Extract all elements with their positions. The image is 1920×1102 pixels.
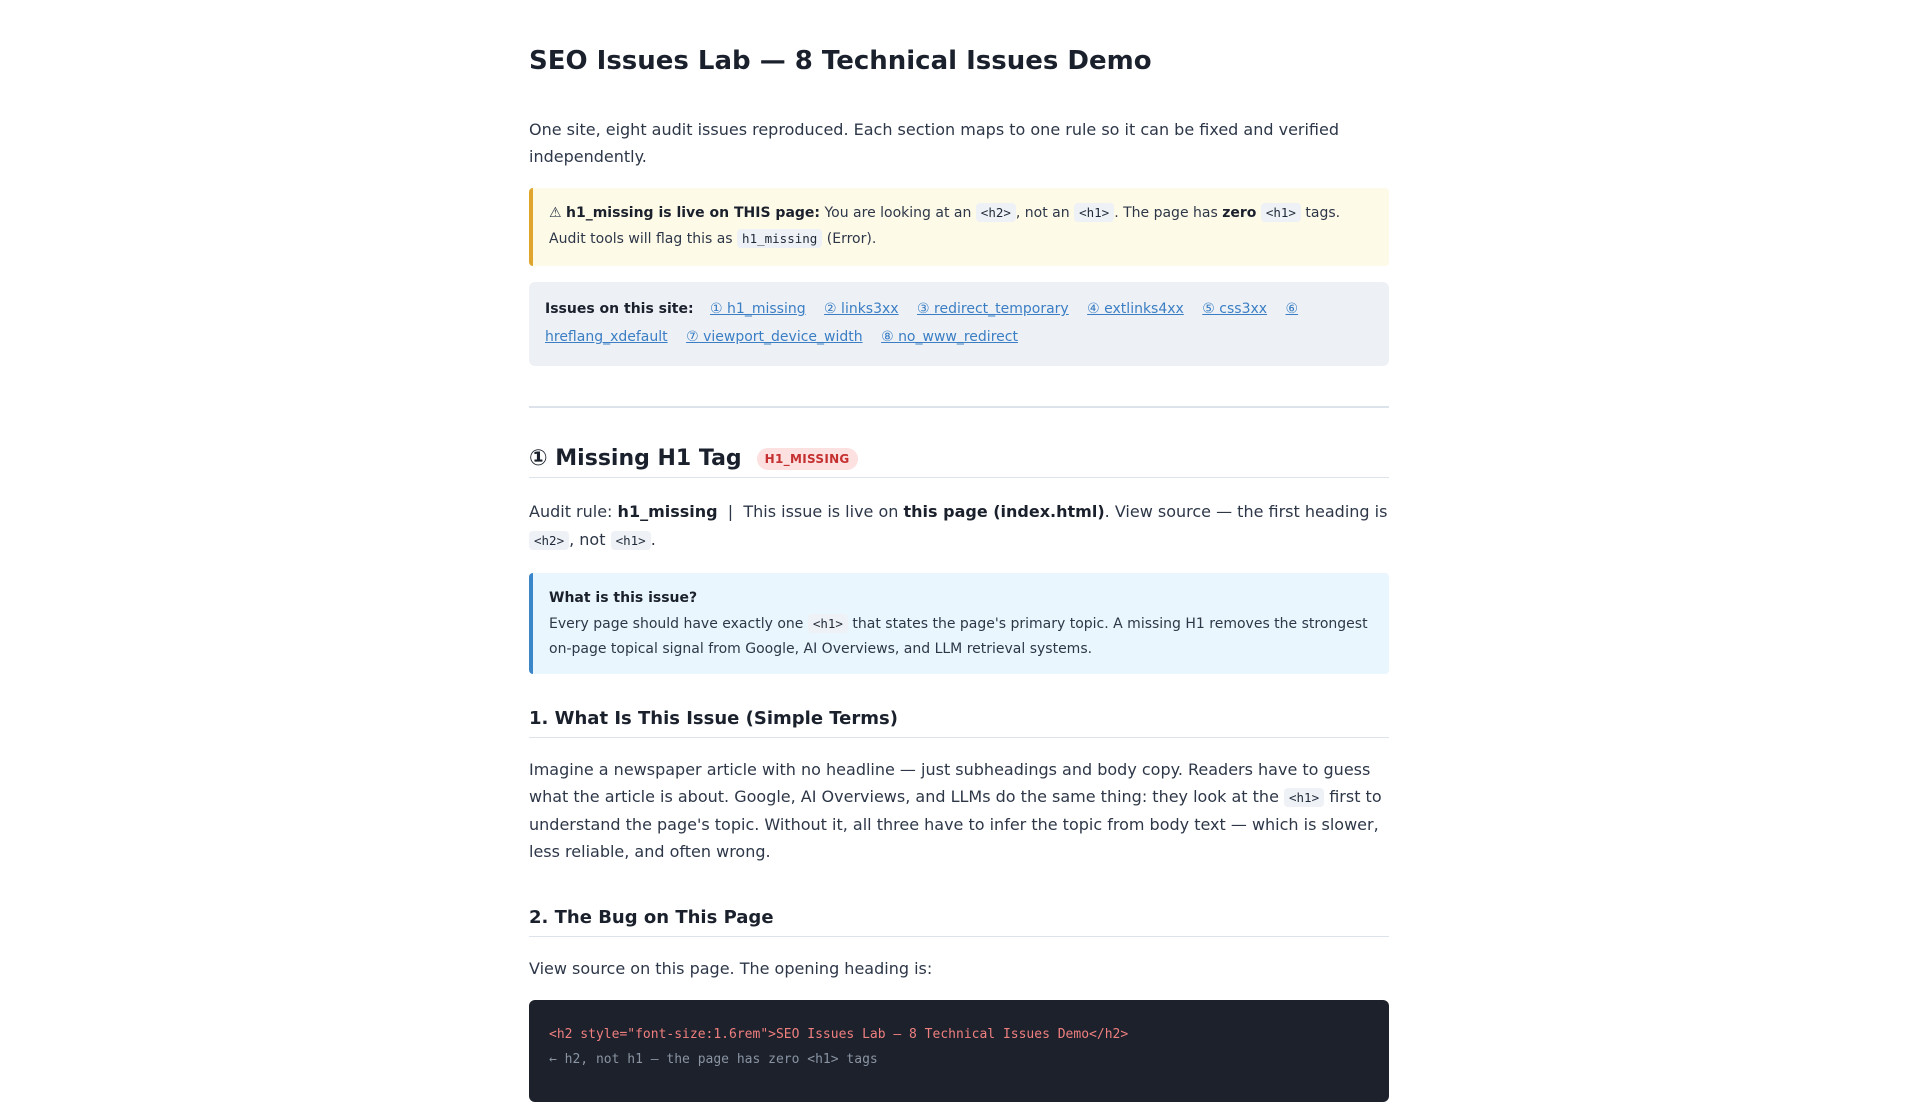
subsection-heading: 2. The Bug on This Page [529, 907, 1389, 937]
rule-text: . [650, 530, 656, 549]
issue-link-redirect-temporary[interactable]: ③ redirect_temporary [917, 301, 1069, 317]
inline-code: <h1> [1284, 788, 1324, 807]
section-divider [529, 406, 1389, 408]
warning-text: You are looking at an [824, 205, 972, 221]
info-callout [529, 573, 1389, 674]
info-title: What is this issue? [549, 590, 698, 606]
inline-code: <h1> [611, 531, 651, 550]
info-text: Every page should have exactly one [549, 616, 804, 632]
rule-text: This issue is live on [743, 502, 899, 521]
warning-lead: h1_missing is live on THIS page: [566, 205, 821, 221]
subsection-heading: 1. What Is This Issue (Simple Terms) [529, 708, 1389, 738]
section-title: ① Missing H1 Tag [529, 446, 742, 471]
issues-nav [529, 282, 1389, 366]
issue-link-h1-missing[interactable]: ① h1_missing [710, 301, 806, 317]
inline-code: <h2> [529, 531, 569, 550]
inline-code: <h1> [1074, 203, 1114, 222]
page-title: SEO Issues Lab — 8 Technical Issues Demo [529, 46, 1152, 76]
bug-lead-paragraph: View source on this page. The opening heading is: [529, 959, 933, 978]
issue-link-extlinks4xx[interactable]: ④ extlinks4xx [1087, 301, 1184, 317]
section-heading [529, 446, 1389, 478]
explanation-paragraph [529, 756, 1389, 865]
warning-text: (Error). [826, 231, 877, 247]
issue-link-css3xx[interactable]: ⑤ css3xx [1202, 301, 1268, 317]
warning-text: , not an [1015, 205, 1070, 221]
warning-text: tags. Audit tools will flag this as [549, 205, 1341, 247]
body-text: first to understand the page's topic. Without it, all three have to infer the topic from body text — which is slower, less reliable, and often wrong. [529, 787, 1382, 861]
audit-rule-paragraph [529, 498, 1389, 555]
status-badge: H1_MISSING [757, 448, 858, 470]
issue-link-viewport-device-width[interactable]: ⑦ viewport_device_width [686, 329, 863, 345]
warning-icon: ⚠ [549, 205, 562, 221]
intro-paragraph: One site, eight audit issues reproduced. Each section maps to one rule so it can be fixed and verified independently. [529, 120, 1340, 166]
body-text: Imagine a newspaper article with no headline — just subheadings and body copy. Readers have to guess what the article is about. Google, AI Overviews, and LLMs do the same thing: they look at the [529, 760, 1371, 806]
issue-link-links3xx[interactable]: ② links3xx [824, 301, 899, 317]
rule-text: Audit rule: [529, 502, 613, 521]
warning-text: . The page has [1114, 205, 1218, 221]
issue-link-no-www-redirect[interactable]: ⑧ no_www_redirect [881, 329, 1018, 345]
code-comment: ← h2, not h1 — the page has zero <h1> tags [549, 1052, 878, 1067]
rule-text: . View source — the first heading is [1104, 502, 1388, 521]
inline-code: <h1> [1261, 203, 1301, 222]
rule-separator: | [727, 502, 734, 521]
warning-callout [529, 188, 1389, 266]
info-text: that states the page's primary topic. A missing H1 removes the strongest on-page topical signal from Google, AI Overviews, and LLM retrieval systems. [549, 616, 1368, 657]
rule-page: this page (index.html) [903, 502, 1105, 521]
page-container [529, 0, 1389, 1102]
code-line: <h2 style="font-size:1.6rem">SEO Issues Lab — 8 Technical Issues Demo</h2> [549, 1027, 1129, 1042]
inline-code: <h1> [808, 614, 848, 633]
issues-nav-label: Issues on this site: [545, 301, 694, 317]
rule-text: , not [569, 530, 606, 549]
code-block [529, 1000, 1389, 1102]
warning-zero: zero [1222, 205, 1257, 221]
rule-name: h1_missing [617, 502, 718, 521]
inline-code: h1_missing [737, 229, 822, 248]
issue-link-hreflang-xdefault[interactable]: ⑥ hreflang_xdefault [545, 301, 1299, 345]
inline-code: <h2> [976, 203, 1016, 222]
